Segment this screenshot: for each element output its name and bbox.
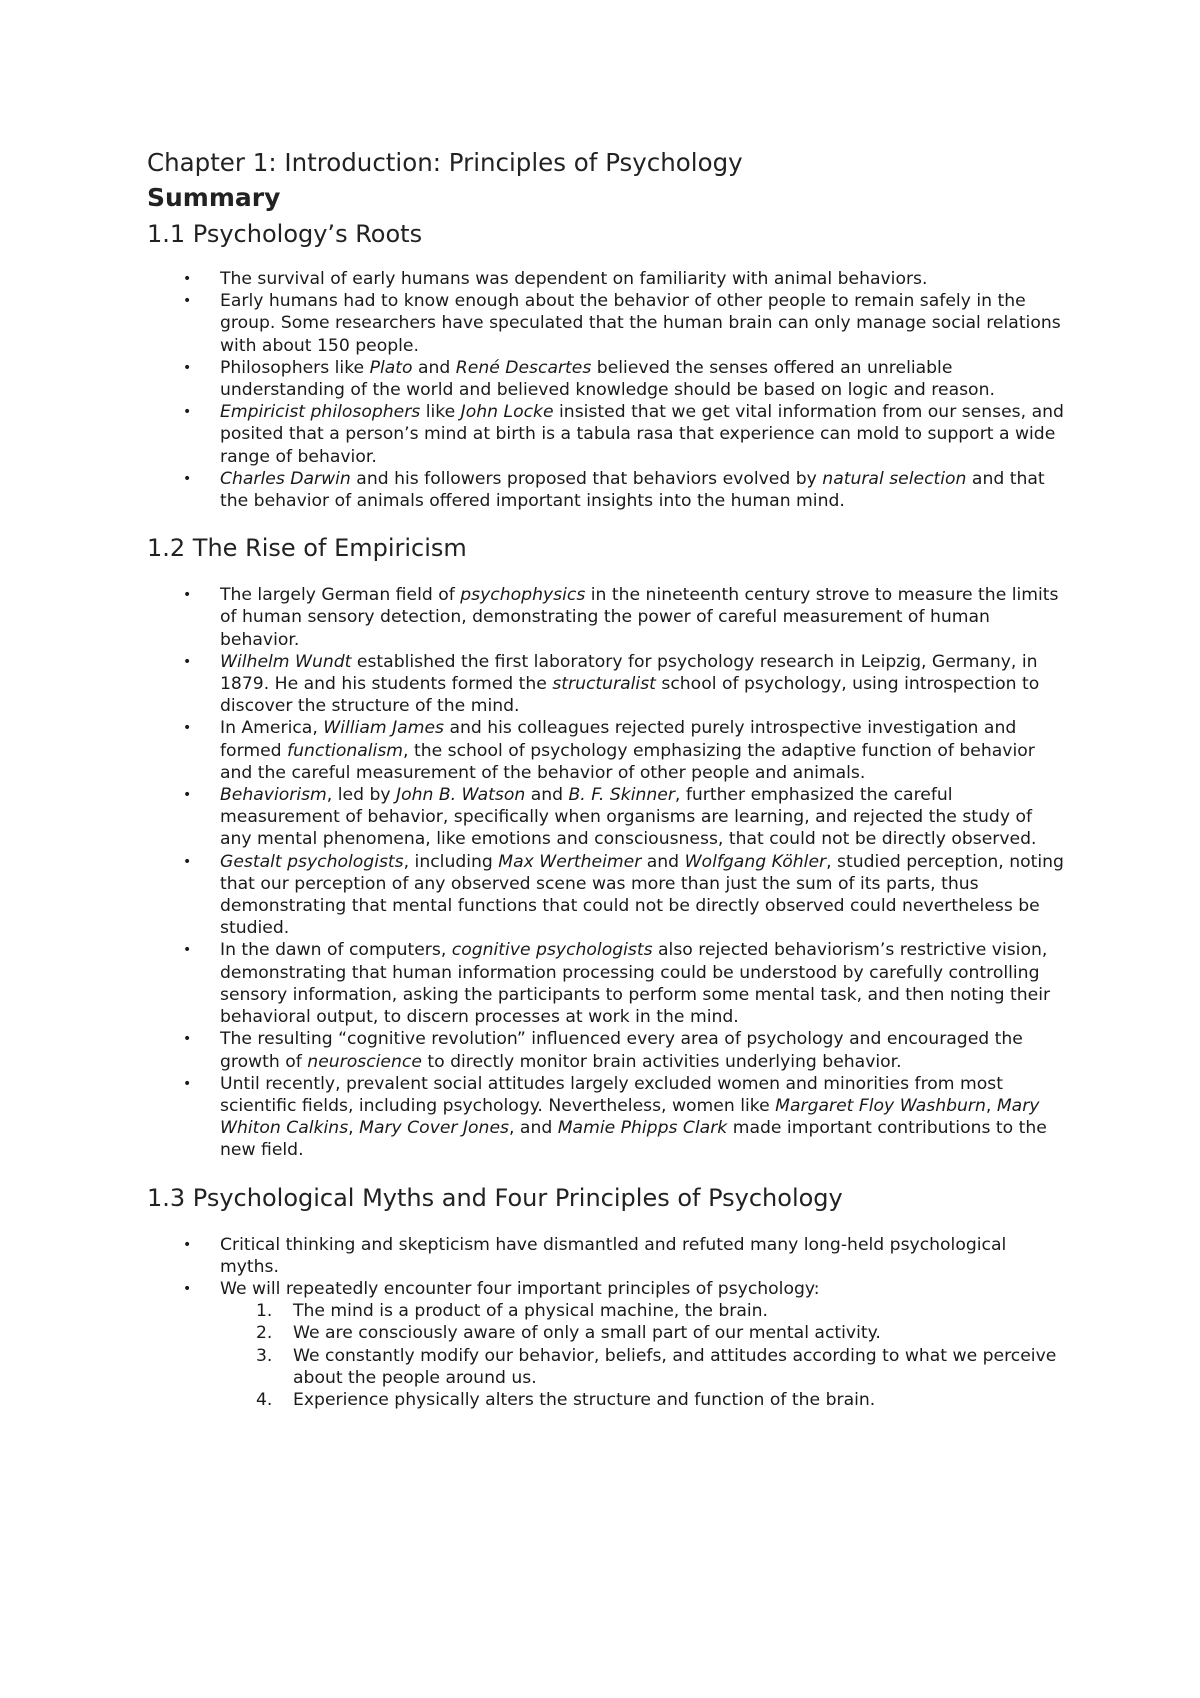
- bullet-item: [147, 1028, 1067, 1072]
- bullet-item: [147, 401, 1067, 468]
- bullet-text: and his colleagues rejected purely introspective investigation and formed: [220, 718, 1017, 761]
- bullet-item: [147, 784, 1067, 851]
- bullet-item: [147, 651, 1067, 718]
- emphasized-term: Max Wertheimer: [498, 851, 642, 872]
- principle-text: We are consciously aware of only a small part of our mental activity.: [293, 1323, 881, 1344]
- emphasized-term: Mary Whiton Calkins: [220, 1095, 1040, 1139]
- section-title-roots: 1.1 Psychology’s Roots: [147, 220, 423, 248]
- bullet-item: [147, 939, 1067, 1028]
- bullet-text: , further emphasized the careful measurement of behavior, specifically when organisms are learning, and rejected the study of any mental phenomena, like emotions and consciousness, that could not be directly observed.: [220, 785, 1037, 850]
- bullet-text: In the dawn of computers,: [220, 940, 452, 961]
- summary-title: Summary: [147, 183, 281, 212]
- principle-number: 4.: [256, 1389, 273, 1410]
- bullet-text: ,: [348, 1118, 360, 1139]
- bullet-item: [147, 357, 1067, 401]
- bullet-item: [147, 290, 1067, 357]
- bullet-text: The survival of early humans was dependent on familiarity with animal behaviors.: [220, 269, 928, 289]
- bullet-item: [147, 1073, 1067, 1162]
- emphasized-term: Margaret Floy Washburn: [775, 1095, 986, 1116]
- emphasized-term: John Locke: [460, 402, 554, 423]
- principle-item: [220, 1322, 1067, 1344]
- bullet-text: believed the senses offered an unreliable understanding of the world and believed knowledge should be based on logic and reason.: [220, 357, 995, 401]
- principles-numbered-list: [220, 1300, 1067, 1411]
- bullet-text: like: [420, 402, 461, 423]
- bullet-text: school of psychology, using introspection to discover the structure of the mind.: [220, 674, 1040, 717]
- bullet-item: [147, 268, 1067, 290]
- bullet-item: [147, 1234, 1067, 1278]
- emphasized-term: René Descartes: [455, 357, 592, 378]
- bullet-text: Early humans had to know enough about the behavior of other people to remain safely in the group. Some researchers have speculated that the human brain can only manage social relations with about 150 people.: [220, 291, 1061, 356]
- bullet-text: insisted that we get vital information from our senses, and posited that a person’s mind at birth is a tabula rasa that experience can mold to support a wide range of behavior.: [220, 402, 1064, 467]
- emphasized-term: psychophysics: [460, 585, 586, 606]
- chapter-title: Chapter 1: Introduction: Principles of Psychology: [147, 148, 743, 177]
- bullet-item: [147, 851, 1067, 940]
- emphasized-term: Mamie Phipps Clark: [557, 1118, 728, 1139]
- principle-item: [220, 1345, 1067, 1389]
- principle-number: 1.: [256, 1301, 273, 1322]
- bullet-item: [147, 584, 1067, 651]
- bullet-text: and: [525, 785, 569, 806]
- bullet-text: The largely German field of: [220, 585, 461, 606]
- emphasized-term: functionalism: [287, 740, 404, 761]
- bullet-text: , including: [403, 851, 499, 872]
- section-title-empiricism: 1.2 The Rise of Empiricism: [147, 534, 467, 563]
- bullet-text: to directly monitor brain activities underlying behavior.: [421, 1051, 902, 1072]
- emphasized-term: Mary Cover Jones: [359, 1118, 509, 1139]
- document-content: [147, 146, 1067, 1411]
- bullet-text: Critical thinking and skepticism have dismantled and refuted many long-held psychological myths.: [220, 1234, 1007, 1277]
- bullet-text: , led by: [326, 785, 396, 806]
- bullet-text: in the nineteenth century strove to measure the limits of human sensory detection, demonstrating the power of careful measurement of human behavior.: [220, 585, 1059, 650]
- bullet-item: [147, 717, 1067, 784]
- bullet-text: established the first laboratory for psychology research in Leipzig, Germany, in 1879. He and his students formed the: [220, 651, 1038, 695]
- bullet-text: and his followers proposed that behaviors evolved by: [350, 468, 823, 489]
- bullet-text: Philosophers like: [220, 357, 370, 378]
- emphasized-term: Behaviorism: [220, 785, 327, 806]
- emphasized-term: Charles Darwin: [220, 468, 351, 489]
- emphasized-term: Empiricist philosophers: [220, 402, 421, 423]
- emphasized-term: structuralist: [552, 674, 656, 695]
- emphasized-term: Wolfgang Köhler: [684, 851, 827, 872]
- emphasized-term: Wilhelm Wundt: [220, 651, 352, 672]
- emphasized-term: Gestalt psychologists: [220, 851, 404, 872]
- bullet-text: We will repeatedly encounter four important principles of psychology:: [220, 1278, 820, 1299]
- bullet-text: , and: [508, 1118, 558, 1139]
- principle-item: [220, 1300, 1067, 1322]
- principle-text: Experience physically alters the structure and function of the brain.: [293, 1389, 876, 1410]
- bullet-text: and: [412, 357, 456, 378]
- principle-number: 2.: [256, 1323, 273, 1344]
- bullet-text: ,: [985, 1095, 997, 1116]
- emphasized-term: natural selection: [822, 468, 967, 489]
- emphasized-term: William James: [323, 718, 444, 739]
- bullet-text: also rejected behaviorism’s restrictive vision, demonstrating that human information processing could be understood by carefully controlling sensory information, asking the participants to perform some mental task, and then noting their behavioral output, to discern processes at work in the mind.: [220, 940, 1051, 1028]
- bullet-text: In America,: [220, 718, 324, 739]
- emphasized-term: John B. Watson: [396, 785, 526, 806]
- myths-principles-bullet-list: [147, 1234, 1067, 1412]
- bullet-text: and that the behavior of animals offered important insights into the human mind.: [220, 468, 1045, 512]
- bullet-text: and: [641, 851, 685, 872]
- bullet-item: [147, 468, 1067, 512]
- bullet-text: Until recently, prevalent social attitudes largely excluded women and minorities from most scientific fields, including psychology. Nevertheless, women like: [220, 1073, 1003, 1116]
- bullet-text: made important contributions to the new field.: [220, 1118, 1047, 1161]
- principle-number: 3.: [256, 1345, 273, 1366]
- bullet-text: , studied perception, noting that our perception of any observed scene was more than just the sum of its parts, thus demonstrating that mental functions that could not be directly observed could nevertheless be studied.: [220, 851, 1064, 939]
- bullet-item: [147, 1278, 1067, 1411]
- principle-text: The mind is a product of a physical machine, the brain.: [293, 1301, 769, 1322]
- bullet-text: The resulting “cognitive revolution” influenced every area of psychology and encouraged the growth of: [220, 1029, 1023, 1072]
- principle-item: [220, 1389, 1067, 1411]
- principle-text: We constantly modify our behavior, beliefs, and attitudes according to what we perceive about the people around us.: [293, 1345, 1057, 1388]
- emphasized-term: Plato: [369, 357, 413, 378]
- emphasized-term: B. F. Skinner: [568, 785, 675, 806]
- empiricism-bullet-list: [147, 584, 1067, 1161]
- emphasized-term: cognitive psychologists: [451, 940, 653, 961]
- emphasized-term: neuroscience: [307, 1051, 422, 1072]
- section-title-myths-principles: 1.3 Psychological Myths and Four Principles of Psychology: [147, 1183, 843, 1212]
- bullet-text: , the school of psychology emphasizing the adaptive function of behavior and the careful measurement of the behavior of other people and animals.: [220, 740, 1035, 783]
- roots-bullet-list: [147, 268, 1067, 512]
